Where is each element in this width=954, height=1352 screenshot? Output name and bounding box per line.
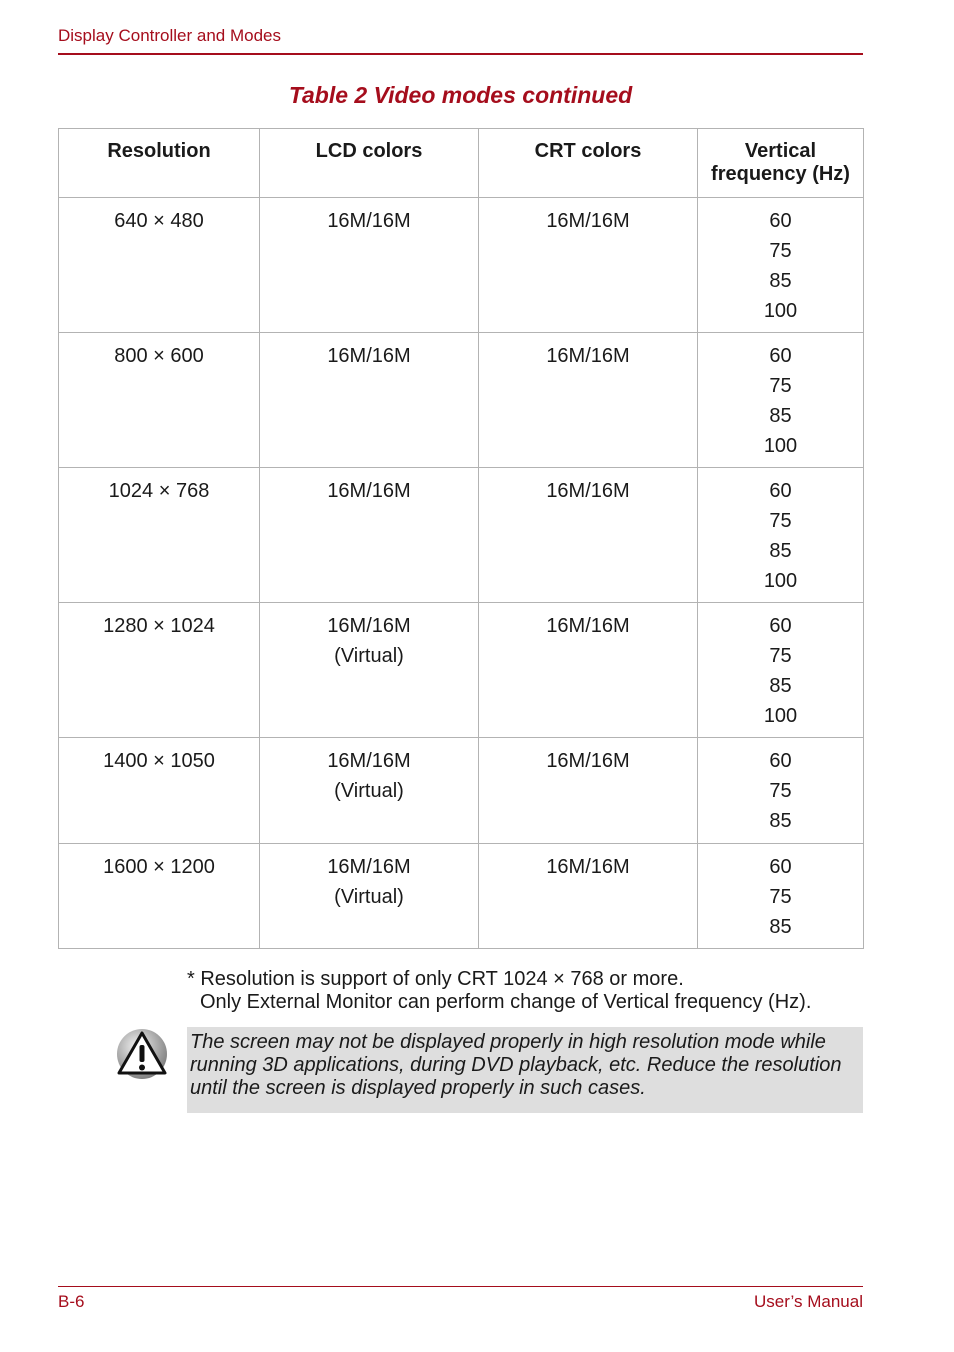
cell-vertical-frequency-line: 85 <box>769 916 792 938</box>
cell-lcd-colors-line: 16M/16M <box>327 480 411 502</box>
cell-vertical-frequency-line: 60 <box>769 480 792 502</box>
footer-rule <box>58 1286 863 1287</box>
caution-box: The screen may not be displayed properly in high resolution mode while running 3D applications, during DVD playback, etc. Reduce the resolution until the screen is displayed properly in such cases. <box>187 1027 863 1113</box>
cell-vertical-frequency-line: 60 <box>769 615 792 637</box>
cell-vertical-frequency-line: 85 <box>769 675 792 697</box>
table-title: Table 2 Video modes continued <box>288 82 633 108</box>
header-rule <box>58 53 863 55</box>
column-header-resolution: Resolution <box>59 129 260 198</box>
cell-vertical-frequency-line: 75 <box>769 886 792 908</box>
cell-crt-colors-line: 16M/16M <box>546 615 630 637</box>
cell-vertical-frequency <box>698 738 864 844</box>
cell-vertical-frequency-line: 60 <box>769 210 792 232</box>
manual-title: User’s Manual <box>754 1292 863 1311</box>
cell-vertical-frequency <box>698 333 864 468</box>
cell-crt-colors <box>479 468 698 603</box>
cell-resolution <box>59 333 260 468</box>
cell-vertical-frequency-line: 60 <box>769 345 792 367</box>
cell-crt-colors <box>479 198 698 333</box>
table-body <box>59 198 864 949</box>
table-row <box>59 738 864 844</box>
cell-lcd-colors-line: 16M/16M <box>327 856 411 878</box>
cell-crt-colors-line: 16M/16M <box>546 345 630 367</box>
cell-crt-colors <box>479 738 698 844</box>
cell-vertical-frequency-line: 100 <box>763 300 798 322</box>
cell-lcd-colors <box>260 333 479 468</box>
cell-resolution-line: 800 × 600 <box>114 345 204 367</box>
cell-lcd-colors <box>260 844 479 949</box>
cell-vertical-frequency-line: 75 <box>769 780 792 802</box>
cell-resolution-line: 1400 × 1050 <box>103 750 215 772</box>
cell-lcd-colors <box>260 468 479 603</box>
table-row <box>59 603 864 738</box>
cell-lcd-colors-line: 16M/16M <box>327 345 411 367</box>
video-modes-table <box>58 128 864 949</box>
cell-lcd-colors-line: 16M/16M <box>327 210 411 232</box>
cell-crt-colors-line: 16M/16M <box>546 210 630 232</box>
cell-resolution <box>59 198 260 333</box>
cell-vertical-frequency-line: 60 <box>769 750 792 772</box>
cell-vertical-frequency-line: 60 <box>769 856 792 878</box>
cell-lcd-colors-line: (Virtual) <box>334 645 404 667</box>
cell-resolution <box>59 844 260 949</box>
cell-resolution-line: 1280 × 1024 <box>103 615 215 637</box>
cell-crt-colors <box>479 844 698 949</box>
note-line-1: * Resolution is support of only CRT 1024 × 768 or more. <box>187 968 684 990</box>
cell-lcd-colors-line: (Virtual) <box>334 886 404 908</box>
cell-lcd-colors-line: 16M/16M <box>327 615 411 637</box>
running-header: Display Controller and Modes <box>58 26 281 45</box>
cell-resolution <box>59 738 260 844</box>
cell-lcd-colors <box>260 603 479 738</box>
column-header-crt-colors: CRT colors <box>479 129 698 198</box>
cell-resolution <box>59 603 260 738</box>
cell-vertical-frequency-line: 75 <box>769 510 792 532</box>
cell-lcd-colors <box>260 738 479 844</box>
table-row <box>59 198 864 333</box>
cell-crt-colors <box>479 603 698 738</box>
cell-vertical-frequency-line: 85 <box>769 405 792 427</box>
table-header-row <box>59 129 864 198</box>
cell-vertical-frequency-line: 85 <box>769 810 792 832</box>
cell-vertical-frequency <box>698 844 864 949</box>
column-header-lcd-colors: LCD colors <box>260 129 479 198</box>
cell-crt-colors-line: 16M/16M <box>546 750 630 772</box>
cell-resolution-line: 1024 × 768 <box>108 480 210 502</box>
table-row <box>59 333 864 468</box>
cell-vertical-frequency-line: 75 <box>769 375 792 397</box>
cell-vertical-frequency-line: 85 <box>769 540 792 562</box>
table-row <box>59 844 864 949</box>
cell-resolution-line: 1600 × 1200 <box>103 856 215 878</box>
cell-vertical-frequency <box>698 198 864 333</box>
cell-lcd-colors-line: (Virtual) <box>334 780 404 802</box>
cell-crt-colors <box>479 333 698 468</box>
cell-lcd-colors <box>260 198 479 333</box>
note-line-2: Only External Monitor can perform change of Vertical frequency (Hz). <box>200 991 812 1013</box>
cell-vertical-frequency-line: 100 <box>763 435 798 457</box>
cell-resolution-line: 640 × 480 <box>114 210 204 232</box>
cell-vertical-frequency <box>698 468 864 603</box>
page-number: B-6 <box>58 1292 85 1311</box>
cell-vertical-frequency-line: 85 <box>769 270 792 292</box>
cell-resolution <box>59 468 260 603</box>
cell-lcd-colors-line: 16M/16M <box>327 750 411 772</box>
cell-vertical-frequency-line: 100 <box>763 705 798 727</box>
cell-crt-colors-line: 16M/16M <box>546 480 630 502</box>
cell-vertical-frequency <box>698 603 864 738</box>
table-notes <box>187 968 811 1014</box>
table-row <box>59 468 864 603</box>
cell-vertical-frequency-line: 100 <box>763 570 798 592</box>
cell-crt-colors-line: 16M/16M <box>546 856 630 878</box>
warning-icon <box>115 1027 169 1081</box>
cell-vertical-frequency-line: 75 <box>769 240 792 262</box>
column-header-vertical-frequency: Vertical frequency (Hz) <box>698 129 864 198</box>
cell-vertical-frequency-line: 75 <box>769 645 792 667</box>
